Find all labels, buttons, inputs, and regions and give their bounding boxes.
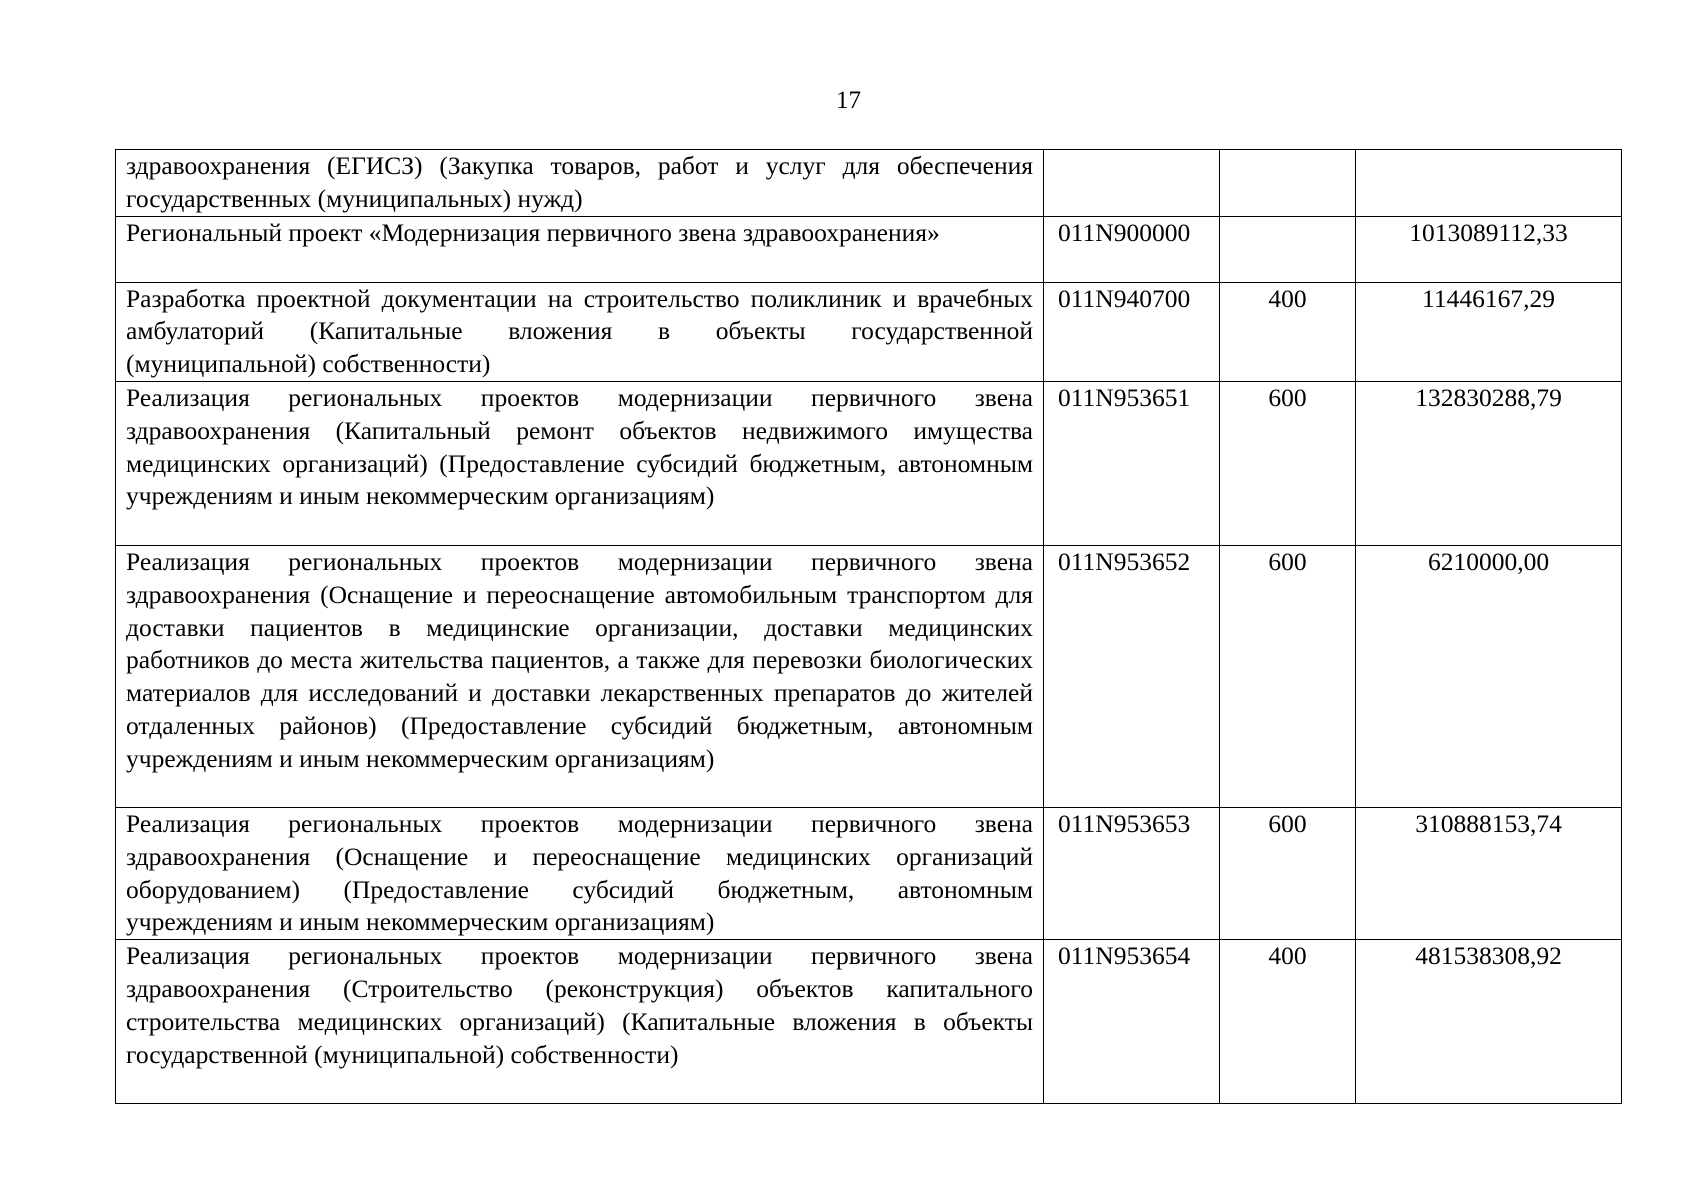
row-expense-type	[1220, 216, 1356, 282]
row-code: 011N953653	[1044, 807, 1220, 939]
row-code: 011N953652	[1044, 545, 1220, 807]
row-expense-type	[1220, 150, 1356, 217]
table-row	[116, 150, 1622, 217]
row-expense-type: 400	[1220, 282, 1356, 381]
row-sum: 132830288,79	[1356, 381, 1622, 545]
row-code: 011N900000	[1044, 216, 1220, 282]
row-expense-type: 400	[1220, 940, 1356, 1104]
table-row	[116, 940, 1622, 1104]
row-sum	[1356, 150, 1622, 217]
page-number: 17	[836, 87, 861, 114]
row-expense-type: 600	[1220, 807, 1356, 939]
row-expense-type: 600	[1220, 381, 1356, 545]
table-row	[116, 216, 1622, 282]
row-sum: 481538308,92	[1356, 940, 1622, 1104]
row-expense-type: 600	[1220, 545, 1356, 807]
row-sum: 1013089112,33	[1356, 216, 1622, 282]
row-name: Разработка проектной документации на строительство поликлиник и врачебных амбулаторий (Капитальные вложения в объекты государственной (муниципальной) собственности)	[116, 282, 1044, 381]
row-code: 011N953651	[1044, 381, 1220, 545]
row-sum: 310888153,74	[1356, 807, 1622, 939]
budget-table	[115, 149, 1622, 1104]
row-code	[1044, 150, 1220, 217]
row-name: Реализация региональных проектов модернизации первичного звена здравоохранения (Капитальный ремонт объектов недвижимого имущества медицинских организаций) (Предоставление субсидий бюджетным, автономным учреждениям и иным некоммерческим организациям)	[116, 381, 1044, 545]
row-name: Реализация региональных проектов модернизации первичного звена здравоохранения (Оснащение и переоснащение медицинских организаций оборудованием) (Предоставление субсидий бюджетным, автономным учреждениям и иным некоммерческим организациям)	[116, 807, 1044, 939]
row-sum: 11446167,29	[1356, 282, 1622, 381]
row-name: Региональный проект «Модернизация первичного звена здравоохранения»	[116, 216, 1044, 282]
row-code: 011N940700	[1044, 282, 1220, 381]
row-name: Реализация региональных проектов модернизации первичного звена здравоохранения (Строительство (реконструкция) объектов капитального строительства медицинских организаций) (Капитальные вложения в объекты государственной (муниципальной) собственности)	[116, 940, 1044, 1104]
row-name: Реализация региональных проектов модернизации первичного звена здравоохранения (Оснащение и переоснащение автомобильным транспортом для доставки пациентов в медицинские организации, доставки медицинских работников до места жительства пациентов, а также для перевозки биологических материалов для исследований и доставки лекарственных препаратов до жителей отдаленных районов) (Предоставление субсидий бюджетным, автономным учреждениям и иным некоммерческим организациям)	[116, 545, 1044, 807]
table-row	[116, 282, 1622, 381]
row-name: здравоохранения (ЕГИСЗ) (Закупка товаров, работ и услуг для обеспечения государственных (муниципальных) нужд)	[116, 150, 1044, 217]
row-code: 011N953654	[1044, 940, 1220, 1104]
table-row	[116, 807, 1622, 939]
table-row	[116, 381, 1622, 545]
row-sum: 6210000,00	[1356, 545, 1622, 807]
table-row	[116, 545, 1622, 807]
